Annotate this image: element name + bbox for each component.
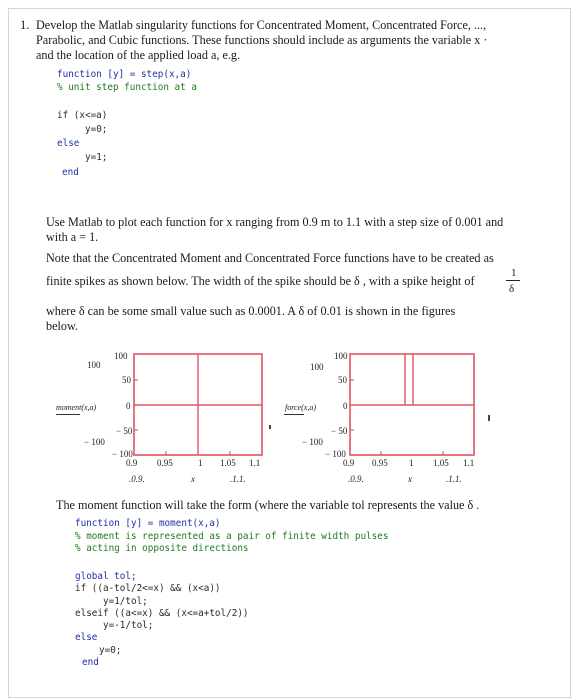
left-xtick-0.9: 0.9 bbox=[126, 458, 138, 468]
fraction-numerator: 1 bbox=[511, 267, 517, 279]
code-step-line-6: y=1; bbox=[85, 152, 108, 163]
instruction-p2-line-3: where δ can be some small value such as 0.0001. A δ of 0.01 is shown in the figures bbox=[46, 304, 456, 318]
code-moment-line-6: y=1/tol; bbox=[103, 596, 148, 607]
right-xtick-1.1: 1.1 bbox=[463, 458, 475, 468]
left-xlabel: x bbox=[191, 474, 195, 484]
left-ytick-100: 100 bbox=[114, 351, 128, 361]
moment-description: The moment function will take the form (where the variable tol represents the value δ . bbox=[56, 498, 480, 512]
code-moment-line-1: function [y] = moment(x,a) bbox=[75, 518, 221, 529]
code-step-line-2: % unit step function at a bbox=[57, 82, 197, 93]
right-ytick-50: 50 bbox=[338, 375, 347, 385]
code-step-line-7: end bbox=[62, 167, 79, 178]
instruction-p1-line-2: with a = 1. bbox=[46, 230, 99, 244]
code-moment-line-8: y=-1/tol; bbox=[103, 620, 154, 631]
left-ytick-50: 50 bbox=[122, 375, 131, 385]
right-xtick-1: 1 bbox=[409, 458, 414, 468]
code-step-line-5: else bbox=[57, 138, 80, 149]
left-ytick-0: 0 bbox=[126, 401, 131, 411]
right-xunder-0.9: .0.9. bbox=[348, 474, 364, 484]
left-outer-label-top: 100 bbox=[87, 360, 101, 370]
left-ylabel: moment(x,a) bbox=[56, 403, 97, 412]
left-ytick-neg100: − 100 bbox=[112, 449, 133, 459]
right-outer-label-top: 100 bbox=[310, 362, 324, 372]
code-moment-line-10: y=0; bbox=[99, 645, 122, 656]
code-step-line-1: function [y] = step(x,a) bbox=[57, 69, 192, 80]
left-xtick-1.05: 1.05 bbox=[220, 458, 236, 468]
code-moment-line-9: else bbox=[75, 632, 98, 643]
right-ytick-100: 100 bbox=[334, 351, 348, 361]
code-step-line-3: if (x<=a) bbox=[57, 110, 108, 121]
code-moment-line-4: global tol; bbox=[75, 571, 137, 582]
left-ytick-neg50: − 50 bbox=[116, 426, 133, 436]
right-ytick-0: 0 bbox=[343, 401, 348, 411]
code-moment-line-3: % acting in opposite directions bbox=[75, 543, 249, 554]
instruction-p2-line-1: Note that the Concentrated Moment and Concentrated Force functions have to be created as bbox=[46, 251, 494, 265]
right-ytick-neg50: − 50 bbox=[331, 426, 348, 436]
left-xtick-1.1: 1.1 bbox=[249, 458, 261, 468]
problem-line-1: Develop the Matlab singularity functions for Concentrated Moment, Concentrated Force, ..., bbox=[36, 18, 487, 32]
right-marker-dot bbox=[488, 415, 490, 421]
problem-line-3: and the location of the applied load a, e.g. bbox=[36, 48, 241, 62]
instruction-p1-line-1: Use Matlab to plot each function for x ranging from 0.9 m to 1.1 with a step size of 0.001 and bbox=[46, 215, 504, 229]
instruction-p2-line-4: below. bbox=[46, 319, 79, 333]
left-xunder-0.9: .0.9. bbox=[129, 474, 145, 484]
code-step-line-4: y=0; bbox=[85, 124, 108, 135]
right-ylabel: force(x,a) bbox=[285, 403, 317, 412]
right-outer-label-bottom: − 100 bbox=[302, 437, 323, 447]
right-xtick-1.05: 1.05 bbox=[433, 458, 449, 468]
left-outer-label-bottom: − 100 bbox=[84, 437, 105, 447]
problem-number: 1. bbox=[20, 18, 30, 32]
left-xunder-1.1: .1.1. bbox=[230, 474, 246, 484]
right-xtick-0.9: 0.9 bbox=[343, 458, 355, 468]
right-xlabel: x bbox=[408, 474, 412, 484]
code-moment-line-2: % moment is represented as a pair of finite width pulses bbox=[75, 531, 389, 542]
code-moment-line-11: end bbox=[82, 657, 99, 668]
problem-line-2: Parabolic, and Cubic functions. These functions should include as arguments the variable x · bbox=[36, 33, 488, 47]
right-xunder-1.1: .1.1. bbox=[446, 474, 462, 484]
left-xtick-1: 1 bbox=[198, 458, 203, 468]
right-xtick-0.95: 0.95 bbox=[372, 458, 388, 468]
code-moment-line-7: elseif ((a<=x) && (x<=a+tol/2)) bbox=[75, 608, 249, 619]
code-moment-line-5: if ((a-tol/2<=x) && (x<a)) bbox=[75, 583, 221, 594]
left-xtick-0.95: 0.95 bbox=[157, 458, 173, 468]
instruction-p2-line-2: finite spikes as shown below. The width of the spike should be δ , with a spike height of bbox=[46, 274, 475, 288]
right-ytick-neg100: − 100 bbox=[325, 449, 346, 459]
fraction-denominator: δ bbox=[509, 283, 515, 295]
middle-marker-dot bbox=[269, 425, 271, 429]
